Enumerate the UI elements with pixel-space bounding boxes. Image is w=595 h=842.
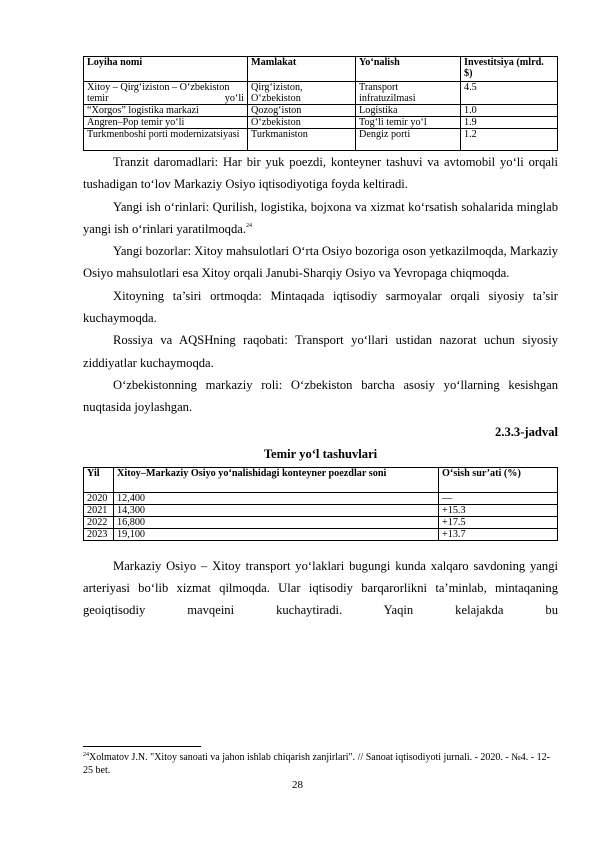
paragraph-china-influence: [83, 285, 558, 330]
table-row: [84, 504, 558, 516]
table-title: Temir yo‘l tashuvlari: [263, 446, 378, 461]
table-label: 2.3.3-jadval: [495, 424, 558, 439]
table-cell: Logistika: [356, 105, 461, 117]
table-cell: 1.2: [461, 129, 558, 151]
footnote-number: 24: [83, 752, 89, 758]
footnote-divider: [83, 746, 201, 747]
table-row: [84, 105, 558, 117]
paragraph-corridors: [83, 555, 558, 622]
page-body: [83, 56, 558, 621]
paragraph-text: Yangi bozorlar: Xitoy mahsulotlari O‘rta Osiyo bozoriga oson yetkazilmoqda, Markaziy Osiyo mahsulotlari esa Xitoy orqali Janubi-Sharqiy Osiyo va Yevropaga chiqmoqda.: [83, 244, 558, 281]
table-cell: Turkmenboshi porti modernizatsiyasi: [84, 129, 248, 151]
paragraph-new-jobs: [83, 196, 558, 241]
table-header-row: [84, 467, 558, 492]
paragraph-text: Markaziy Osiyo – Xitoy transport yo‘laklari bugungi kunda xalqaro savdoning yangi arteriyasi bo‘lib xizmat qilmoqda. Ular iqtisodiy barqarorlikni ta’minlab, mintaqaning geoiqtisodiy mavqeini kuchaytiradi. Yaqin kelajakda bu: [83, 558, 558, 618]
table-cell: Dengiz porti: [356, 129, 461, 151]
paragraph-text: Xitoyning ta’siri ortmoqda: Mintaqada iqtisodiy sarmoyalar orqali siyosiy ta’sir kuchaymoqda.: [83, 288, 558, 326]
table-cell: 2020: [84, 492, 114, 504]
paragraph-text: O‘zbekistonning markaziy roli: O‘zbekiston barcha asosiy yo‘llarning kesishgan nuqtasida joylashgan.: [83, 377, 558, 415]
table-cell: 14,300: [114, 504, 439, 516]
col-header-investment: Investitsiya (mlrd. $): [461, 57, 558, 82]
table-cell: 12,400: [114, 492, 439, 504]
table-cell: Angren–Pop temir yo‘li: [84, 117, 248, 129]
page-number: 28: [292, 779, 303, 791]
table-cell: 4.5: [461, 82, 558, 105]
table-cell: —: [439, 492, 558, 504]
table-row: [84, 117, 558, 129]
table-row: [84, 492, 558, 504]
table-cell: Qozog‘iston: [248, 105, 356, 117]
table-cell: Xitoy – Qirg‘iziston – O‘zbekiston temir yo‘li: [84, 82, 248, 105]
table-row: [84, 129, 558, 151]
table-row: [84, 82, 558, 105]
table-cell: 2022: [84, 516, 114, 528]
table-cell: Transport infratuzilmasi: [356, 82, 461, 105]
table-cell: 1.0: [461, 105, 558, 117]
paragraph-text: Tranzit daromadlari: Har bir yuk poezdi, konteyner tashuvi va avtomobil yo‘li orqali tushadigan to‘lov Markaziy Osiyo iqtisodiyotiga foyda keltiradi.: [83, 155, 558, 192]
col-header-year: Yil: [84, 467, 114, 492]
table-cell: 1.9: [461, 117, 558, 129]
col-header-project: Loyiha nomi: [84, 57, 248, 82]
investment-projects-table: [83, 56, 558, 151]
paragraph-russia-usa: [83, 329, 558, 374]
table-cell: Turkmaniston: [248, 129, 356, 151]
table-cell: 2023: [84, 528, 114, 540]
table-cell: “Xorgos” logistika markazi: [84, 105, 248, 117]
footnote-ref[interactable]: 24: [245, 222, 252, 229]
table-row: [84, 528, 558, 540]
table-header-row: [84, 57, 558, 82]
table-cell: 2021: [84, 504, 114, 516]
col-header-direction: Yo‘nalish: [356, 57, 461, 82]
table-cell: 19,100: [114, 528, 439, 540]
table-cell: O‘zbekiston: [248, 117, 356, 129]
paragraph-text: Yangi ish o‘rinlari: Qurilish, logistika, bojxona va xizmat ko‘rsatish sohalarida minglab yangi ish o‘rinlari yaratilmoqda.: [83, 199, 558, 236]
footnote-text: Xolmatov J.N. "Xitoy sanoati va jahon ishlab chiqarish zanjirlari". // Sanoat iqtisodiyoti jurnali. - 2020. - №4. - 12-25 bet.: [83, 752, 550, 776]
paragraph-uzbekistan-role: [83, 374, 558, 419]
paragraph-text: Rossiya va AQSHning raqobati: Transport yo‘llari ustidan nazorat uchun siyosiy ziddiyatlar kuchaymoqda.: [83, 333, 558, 370]
col-header-country: Mamlakat: [248, 57, 356, 82]
table-cell: +15.3: [439, 504, 558, 516]
paragraph-new-markets: [83, 240, 558, 285]
table-cell: Tog‘li temir yo‘l: [356, 117, 461, 129]
table-cell: 16,800: [114, 516, 439, 528]
table-cell: +13.7: [439, 528, 558, 540]
rail-transport-table: [83, 467, 558, 541]
col-header-trains: Xitoy–Markaziy Osiyo yo‘nalishidagi konteyner poezdlar soni: [114, 467, 439, 492]
col-header-growth: O‘sish sur’ati (%): [439, 467, 558, 492]
footnote: [83, 751, 558, 777]
table-cell: Qirg‘iziston, O‘zbekiston: [248, 82, 356, 105]
table-row: [84, 516, 558, 528]
table-cell: +17.5: [439, 516, 558, 528]
paragraph-transit-income: [83, 151, 558, 196]
